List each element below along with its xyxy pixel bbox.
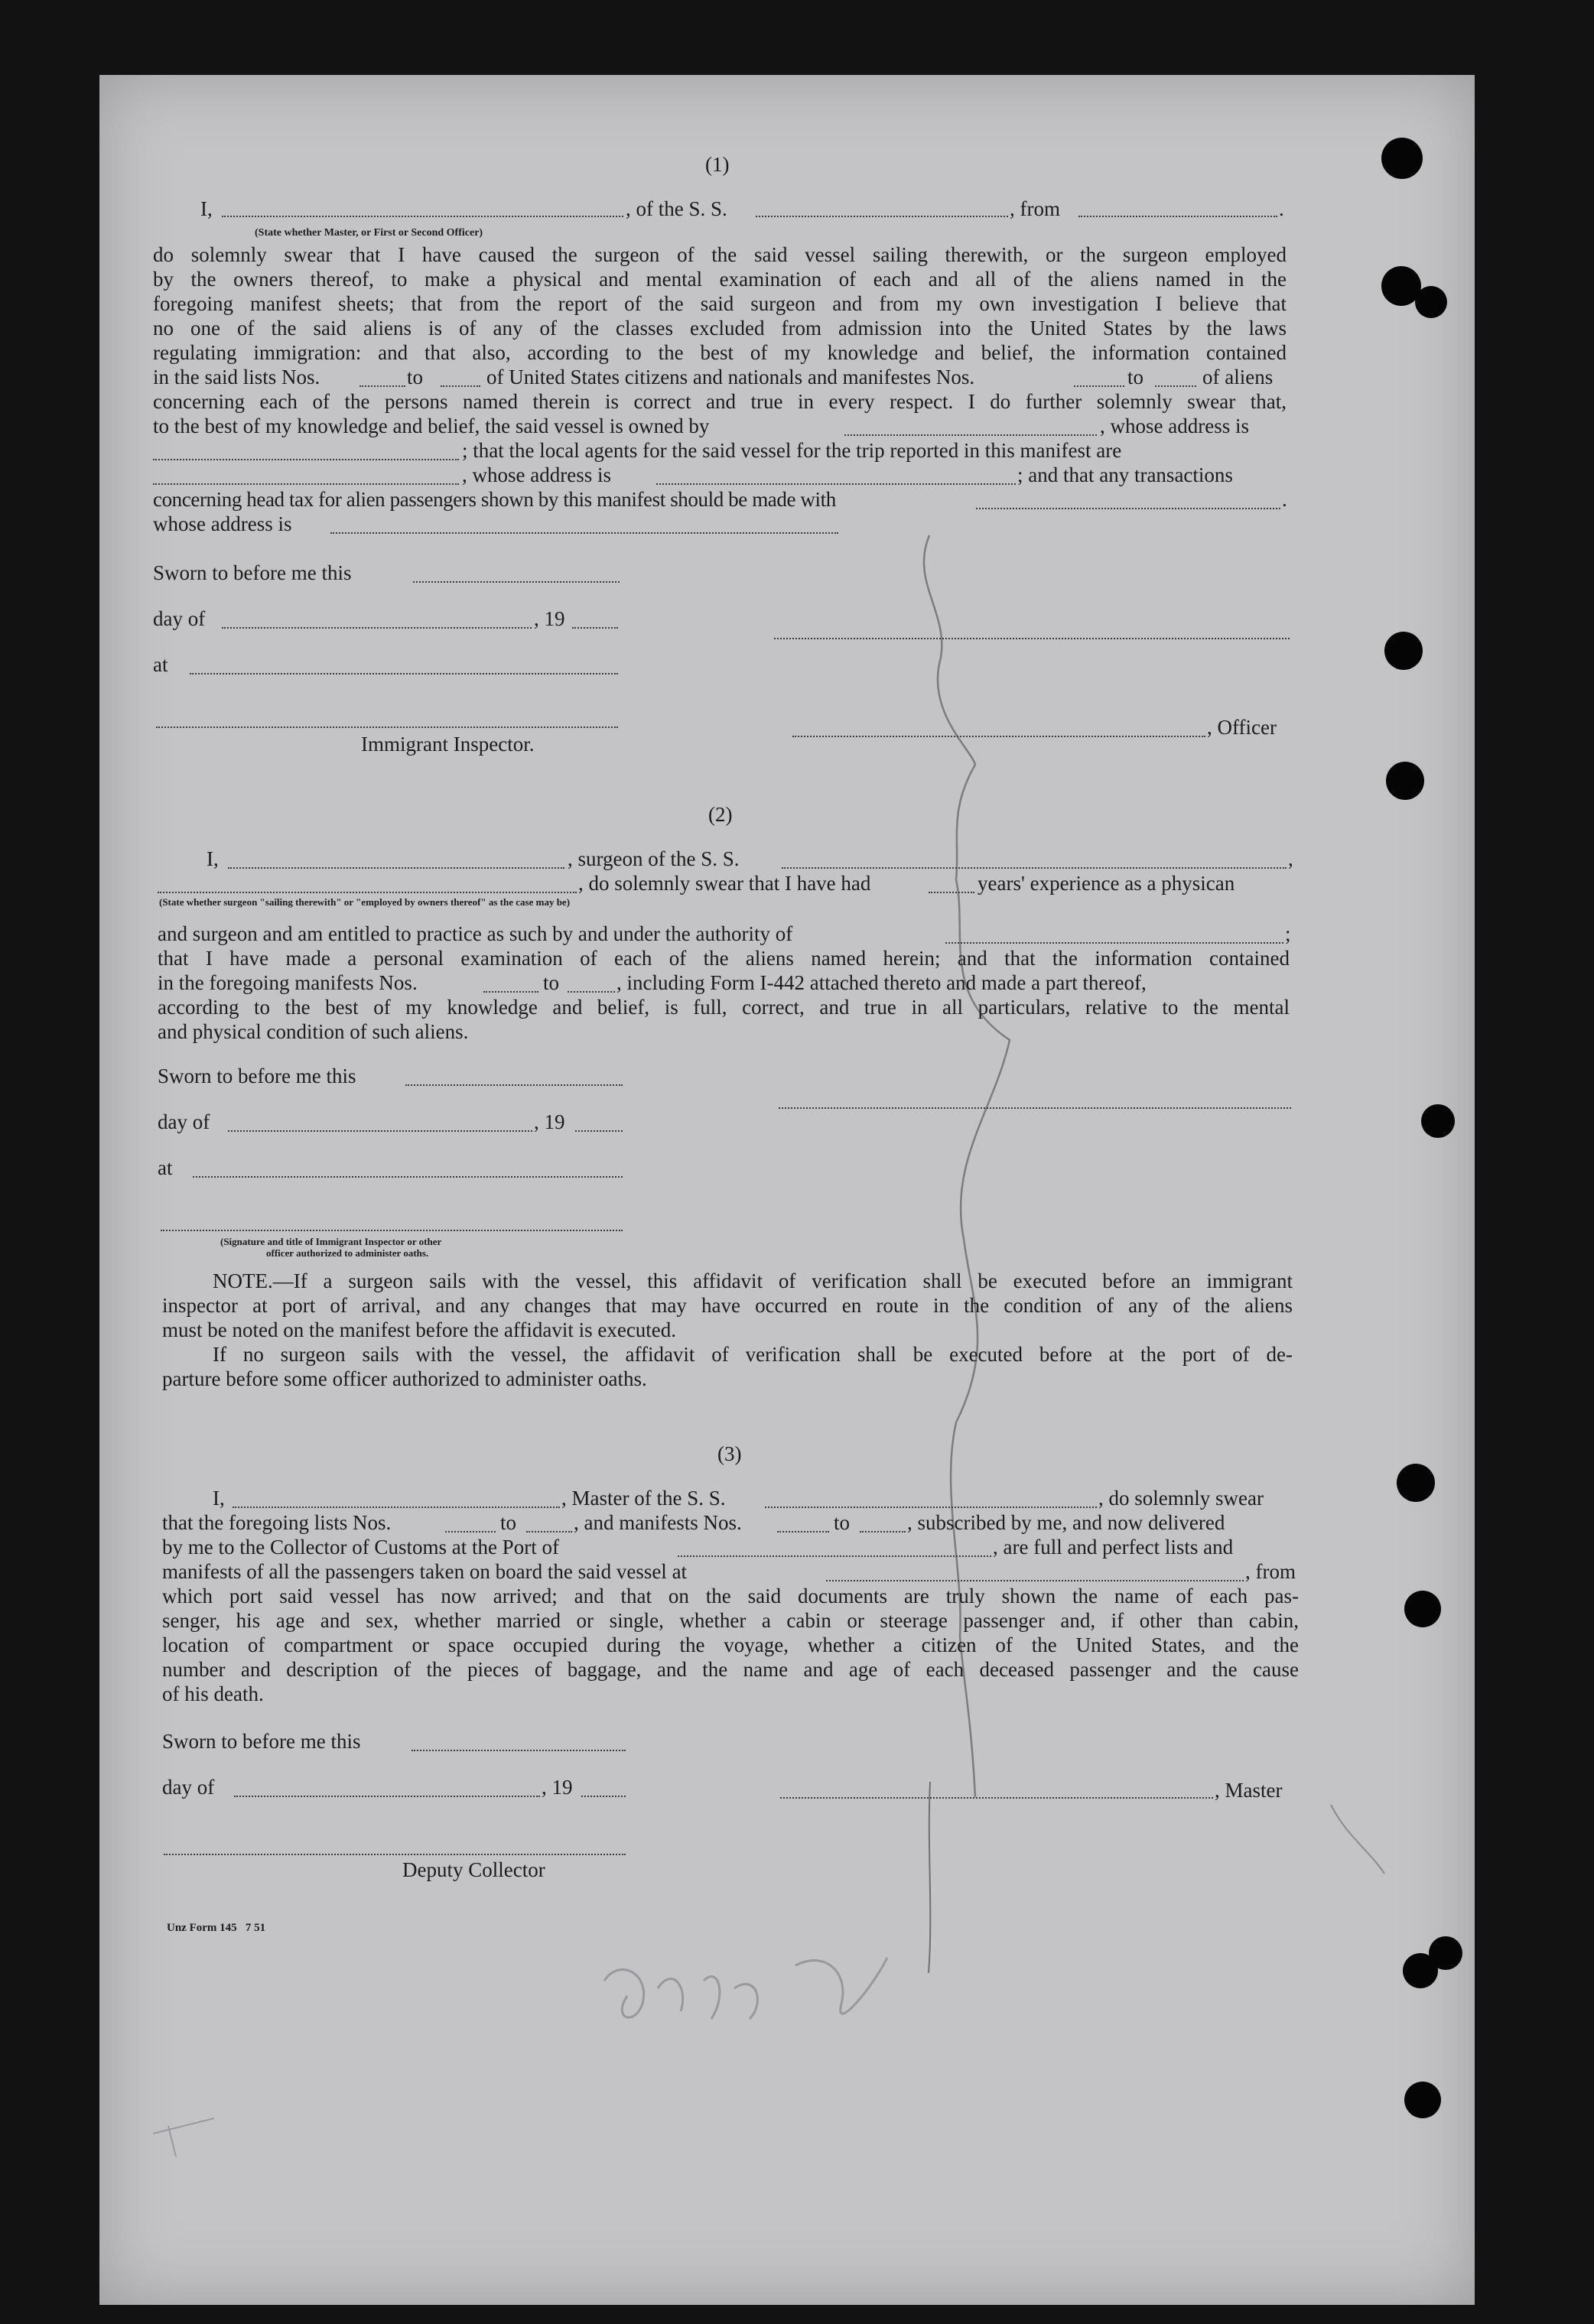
inspector-signature-blank[interactable] [156, 726, 618, 728]
whose-address-label: , whose address is [462, 463, 611, 486]
port-blank[interactable] [678, 1555, 991, 1557]
year-label: , 19 [534, 607, 565, 630]
officer-label: , Officer [1207, 716, 1277, 739]
surgeon-i: I, [207, 847, 219, 870]
embark-port-blank[interactable] [826, 1580, 1244, 1581]
collector-text: by me to the Collector of Customs at the Port of [162, 1536, 559, 1559]
surgeon-type-blank[interactable] [158, 892, 577, 893]
manifests-to-blank[interactable] [568, 991, 615, 993]
year-blank[interactable] [581, 1796, 626, 1797]
day-of-label: day of [162, 1776, 215, 1799]
note-line: parture before some officer authorized to administer oaths. [162, 1367, 647, 1390]
year-blank[interactable] [572, 627, 618, 629]
manifests-from-blank[interactable] [777, 1531, 829, 1533]
manifests-text: manifests of all the passengers taken on board the said vessel at [162, 1560, 688, 1583]
authority-text: and surgeon and am entitled to practice as such by and under the authority of [158, 922, 793, 945]
agents-blank[interactable] [153, 483, 459, 485]
surgeon-name-blank[interactable] [228, 867, 564, 869]
whose-address-label: , whose address is [1100, 414, 1249, 437]
month-blank[interactable] [222, 627, 532, 629]
surgeon-note: (State whether surgeon "sailing therewith" or "employed by owners thereof" as the case may be) [159, 896, 571, 908]
lists-to-blank[interactable] [526, 1531, 572, 1533]
section-number-3: (3) [717, 1442, 742, 1465]
from-end: . [1279, 197, 1284, 220]
officer-name-blank[interactable] [222, 216, 623, 217]
deputy-collector-label: Deputy Collector [402, 1858, 545, 1881]
master-label: , Master [1215, 1779, 1283, 1802]
to-label: to [834, 1511, 851, 1534]
form-i442-text: , including Form I-442 attached thereto and made a part thereof, [616, 971, 1147, 994]
manifests-from-blank[interactable] [483, 991, 538, 993]
place-blank[interactable] [190, 673, 618, 674]
note-line: must be noted on the manifest before the affidavit is executed. [162, 1318, 677, 1341]
sworn-label: Sworn to before me this [162, 1730, 361, 1753]
paragraph-line: number and description of the pieces of baggage, and the name and age of each deceased passenger and the cause [162, 1658, 1299, 1681]
local-agents-text: ; that the local agents for the said vessel for the trip reported in this manifest are [462, 439, 1122, 462]
lists-nos-label: that the foregoing lists Nos. [162, 1511, 392, 1534]
manifests-to-blank[interactable] [860, 1531, 906, 1533]
manifest-nos-to-blank[interactable] [1155, 385, 1196, 387]
swear-text: , do solemnly swear [1098, 1487, 1264, 1510]
paragraph-line: of his death. [162, 1682, 264, 1705]
head-tax-address-blank[interactable] [330, 532, 838, 534]
sworn-label: Sworn to before me this [158, 1064, 356, 1087]
paragraph-line: regulating immigration: and that also, according to the best of my knowledge and belief, the information contained [153, 341, 1287, 364]
signature-note: officer authorized to administer oaths. [266, 1247, 429, 1259]
day-of-label: day of [153, 607, 206, 630]
lists-nos-to-blank[interactable] [441, 385, 480, 387]
of-ss-label: , of the S. S. [626, 197, 727, 220]
year-label: , 19 [542, 1776, 573, 1799]
surgeon-signature-blank[interactable] [779, 1107, 1291, 1109]
paragraph-line: which port said vessel has now arrived; and that on the said documents are truly shown the name of each pas- [162, 1585, 1299, 1607]
to-label: to [543, 971, 560, 994]
officer-title-blank[interactable] [792, 736, 1205, 737]
head-tax-text: concerning head tax for alien passengers shown by this manifest should be made with [153, 488, 836, 511]
at-label: at [158, 1156, 173, 1179]
manifests-nos-label: , and manifests Nos. [574, 1511, 742, 1534]
owned-by-text: to the best of my knowledge and belief, the said vessel is owned by [153, 414, 710, 437]
sworn-date-blank[interactable] [412, 1750, 626, 1751]
master-i: I, [213, 1487, 225, 1510]
paragraph-line: concerning each of the persons named therein is correct and true in every respect. I do further solemnly swear that, [153, 390, 1287, 413]
paragraph-line: by the owners thereof, to make a physical and mental examination of each and all of the aliens named in the [153, 268, 1287, 291]
paragraph-line: according to the best of my knowledge and belief, is full, correct, and true in all particulars, relative to the mental [158, 996, 1290, 1019]
sworn-label: Sworn to before me this [153, 561, 352, 584]
paragraph-line: and physical condition of such aliens. [158, 1020, 469, 1043]
manifests-nos-label: in the foregoing manifests Nos. [158, 971, 418, 994]
note-line: NOTE.—If a surgeon sails with the vessel, this affidavit of verification shall be executed before an immigrant [213, 1269, 1293, 1292]
lists-from-blank[interactable] [445, 1531, 496, 1533]
master-name-blank[interactable] [233, 1507, 560, 1508]
surgeon-of-ss-label: , surgeon of the S. S. [568, 847, 740, 870]
place-blank[interactable] [193, 1176, 623, 1178]
lists-nos-from-blank[interactable] [359, 385, 405, 387]
inspector-signature-blank[interactable] [161, 1230, 623, 1231]
month-blank[interactable] [234, 1796, 540, 1797]
signature-note: (Signature and title of Immigrant Inspector or other [220, 1236, 442, 1247]
authority-blank[interactable] [945, 942, 1283, 944]
vessel-name-blank[interactable] [756, 216, 1008, 217]
master-vessel-blank[interactable] [765, 1507, 1097, 1508]
citizens-text: of United States citizens and nationals and manifestes Nos. [486, 366, 975, 388]
authority-end: ; [1285, 922, 1291, 945]
years-blank[interactable] [929, 892, 974, 893]
month-blank[interactable] [228, 1130, 532, 1132]
years-text: years' experience as a physican [978, 872, 1235, 895]
note-line: If no surgeon sails with the vessel, the affidavit of verification shall be executed before at the port of de- [213, 1343, 1293, 1366]
to-label: to [1127, 366, 1144, 388]
officer-signature-blank[interactable] [774, 638, 1290, 639]
officer-note: (State whether Master, or First or Second Officer) [255, 227, 483, 239]
from-port-blank[interactable] [1078, 216, 1277, 217]
delivered-text: , subscribed by me, and now delivered [907, 1511, 1225, 1534]
paragraph-line: that I have made a personal examination of each of the aliens named herein; and that the information contained [158, 947, 1290, 970]
sworn-date-blank[interactable] [413, 581, 620, 583]
paragraph-line: location of compartment or space occupied during the voyage, whether a citizen of the United States, and the [162, 1633, 1299, 1656]
owner-blank[interactable] [844, 434, 1097, 436]
surgeon-vessel-blank[interactable] [782, 867, 1287, 869]
note-line: inspector at port of arrival, and any changes that may have occurred en route in the condition of any of the aliens [162, 1294, 1293, 1317]
owner-address-blank[interactable] [153, 459, 459, 460]
to-label: to [500, 1511, 517, 1534]
section-number-1: (1) [705, 153, 730, 176]
section-number-2: (2) [708, 803, 733, 826]
collector-signature-blank[interactable] [164, 1854, 626, 1855]
swear-text: , do solemnly swear that I have had [578, 872, 871, 895]
agents-address-blank[interactable] [656, 483, 1016, 485]
officer-i: I, [200, 197, 213, 220]
manifest-nos-from-blank[interactable] [1074, 385, 1124, 387]
from-label: , from [1245, 1560, 1296, 1583]
head-tax-blank[interactable] [976, 508, 1280, 509]
form-number: Unz Form 145 7 51 [167, 1922, 266, 1934]
immigrant-inspector-label: Immigrant Inspector. [361, 733, 535, 756]
surgeon-comma: , [1288, 847, 1293, 870]
master-of-ss-label: , Master of the S. S. [561, 1487, 726, 1510]
lists-nos-label: in the said lists Nos. [153, 366, 320, 388]
master-signature-blank[interactable] [780, 1797, 1213, 1799]
year-label: , 19 [534, 1110, 565, 1133]
at-label: at [153, 653, 168, 676]
from-label: , from [1010, 197, 1060, 220]
day-of-label: day of [158, 1110, 210, 1133]
paragraph-line: no one of the said aliens is of any of the classes excluded from admission into the United States by the laws [153, 317, 1287, 340]
paragraph-line: senger, his age and sex, whether married or single, whether a cabin or steerage passenger and, if other than cabin, [162, 1609, 1299, 1632]
sworn-date-blank[interactable] [405, 1084, 623, 1086]
perfect-lists-text: , are full and perfect lists and [993, 1536, 1234, 1559]
paragraph-line: foregoing manifest sheets; that from the report of the said surgeon and from my own investigation I believe that [153, 292, 1287, 315]
to-label: to [407, 366, 424, 388]
head-tax-end: . [1282, 488, 1287, 511]
year-blank[interactable] [575, 1130, 623, 1132]
paragraph-line: do solemnly swear that I have caused the surgeon of the said vessel sailing therewith, or the surgeon employed [153, 243, 1287, 266]
whose-address-label: whose address is [153, 512, 292, 535]
of-aliens-text: of aliens [1202, 366, 1274, 388]
transactions-text: ; and that any transactions [1017, 463, 1233, 486]
